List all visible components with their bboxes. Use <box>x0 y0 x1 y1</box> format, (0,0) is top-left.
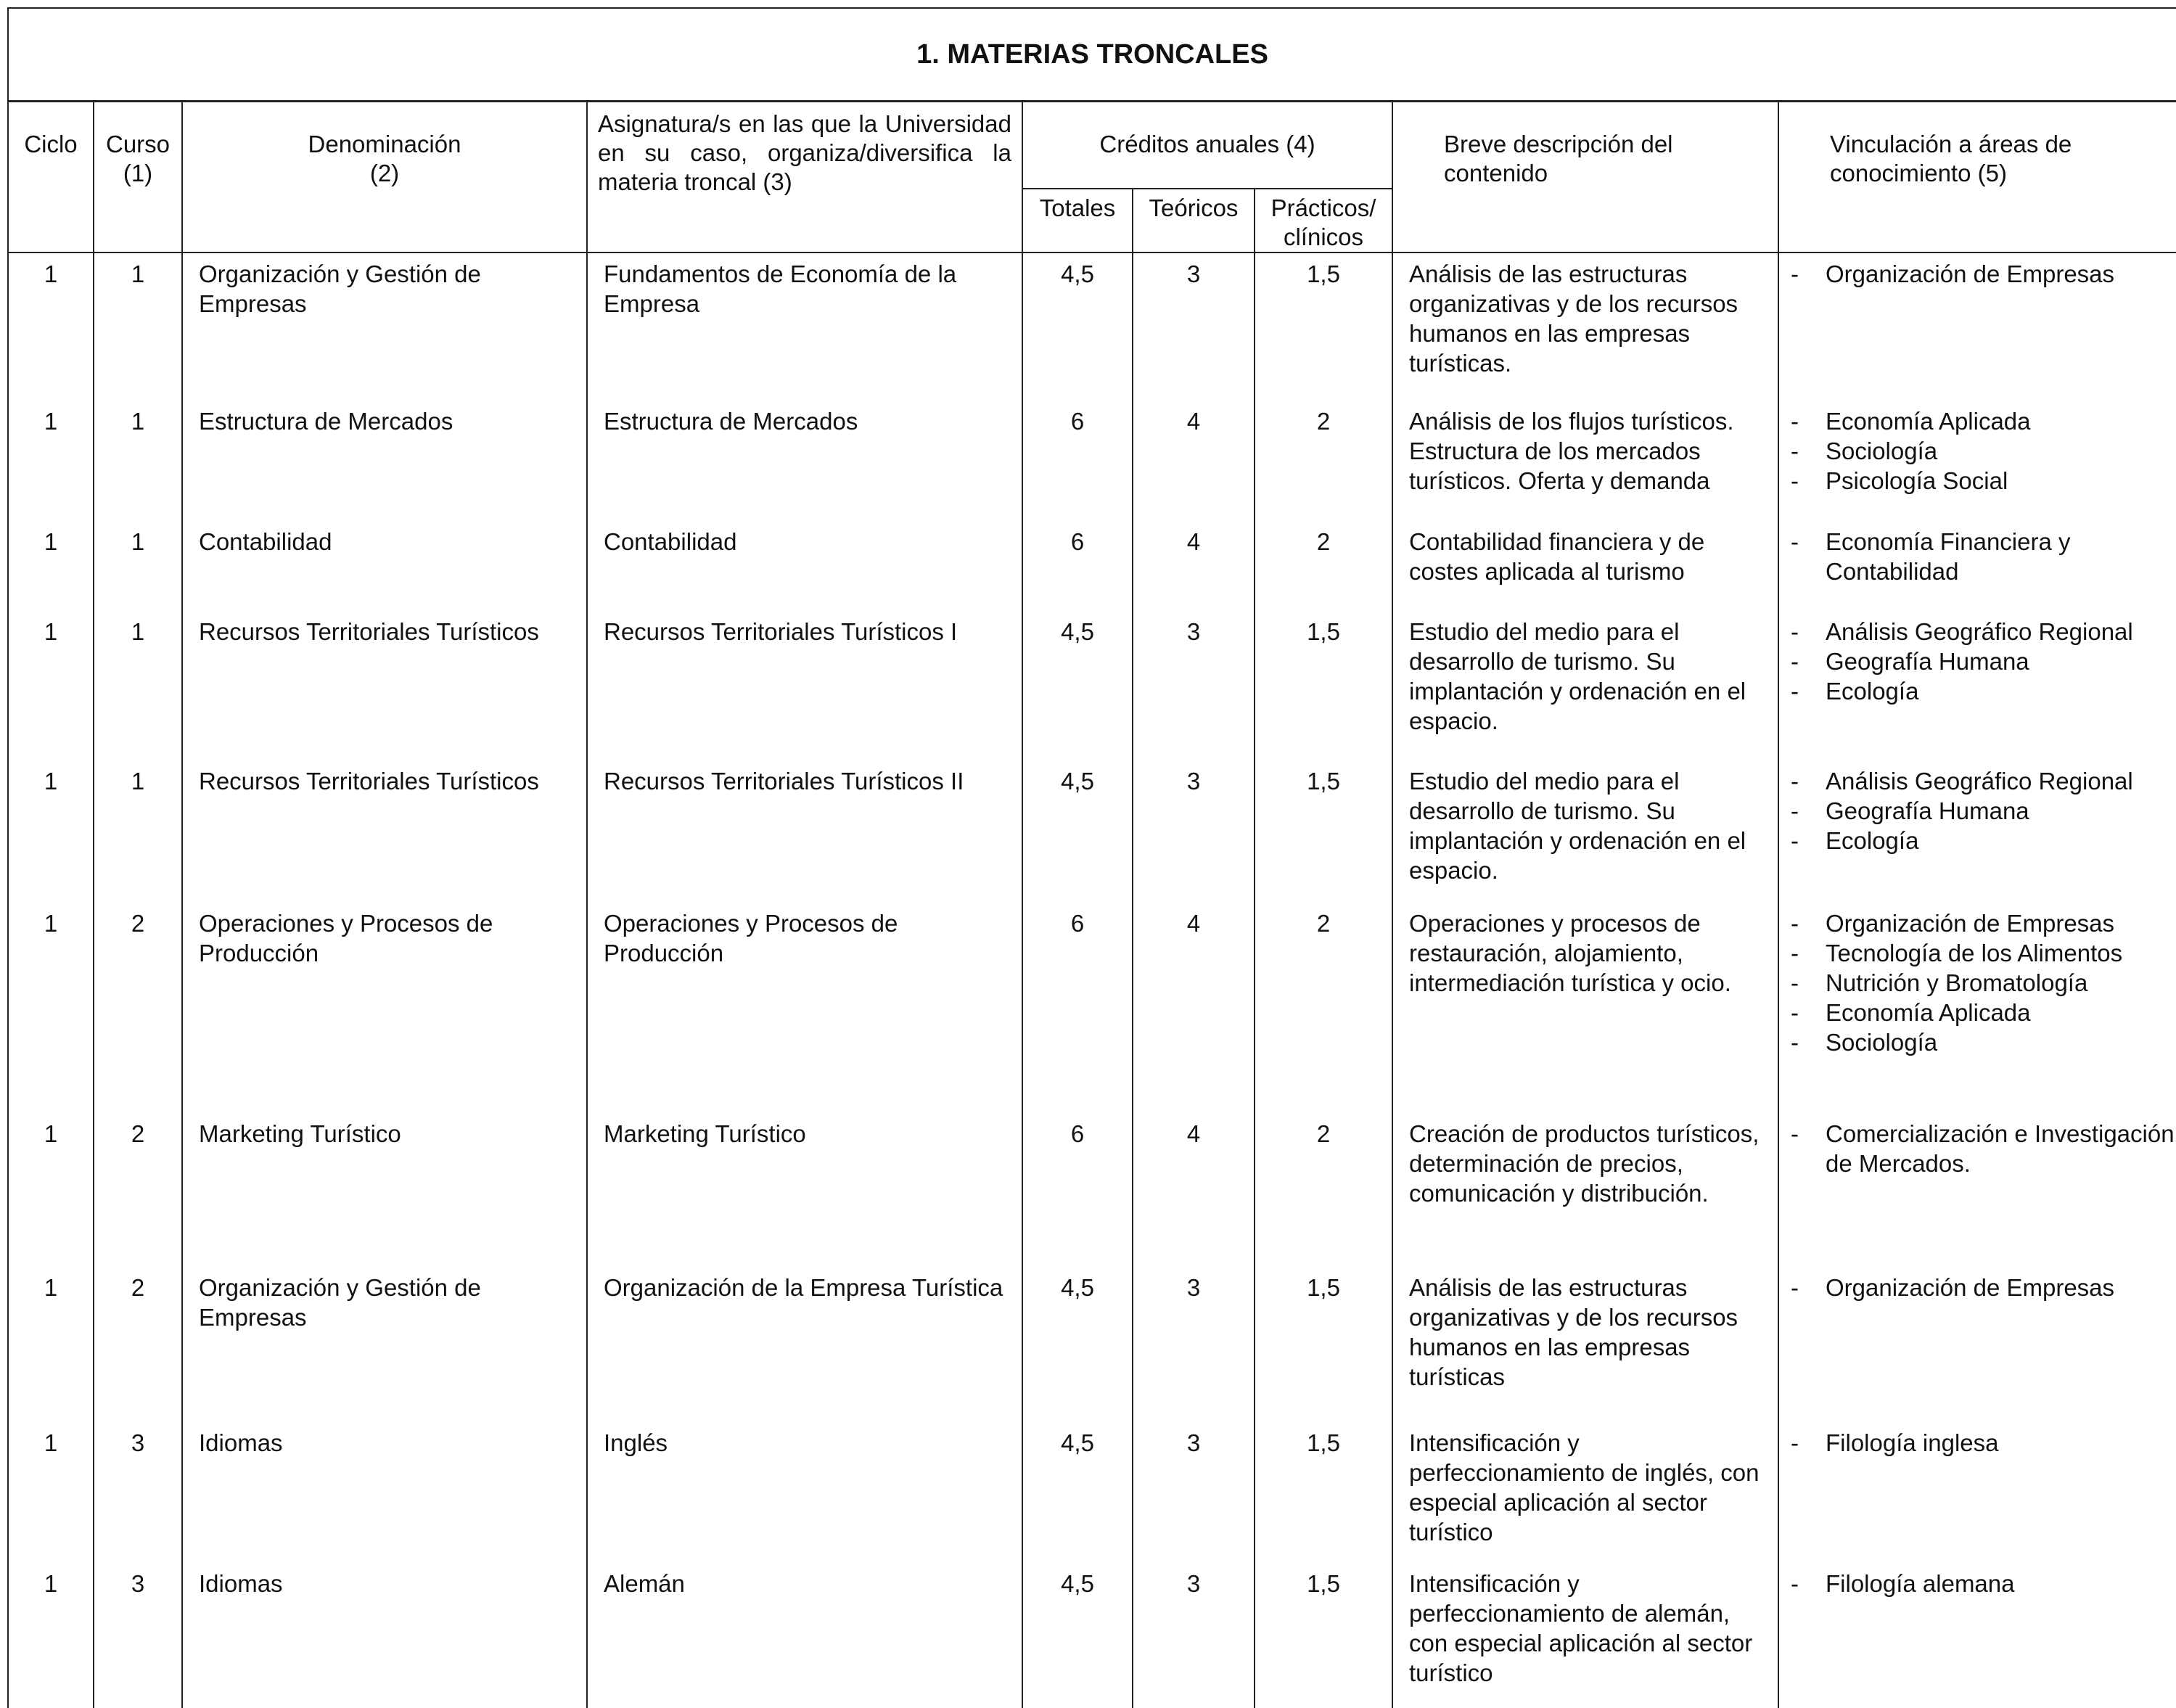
area-item: - Comercialización e Investigación de Mercados. <box>1779 1119 2176 1178</box>
cell-asignatura: Marketing Turístico <box>587 1113 1022 1267</box>
cell-asignatura: Alemán <box>587 1563 1022 1708</box>
cell-ciclo: 1 <box>8 903 94 1113</box>
areas-list <box>1779 1569 2176 1598</box>
areas-list <box>1779 527 2176 586</box>
cell-ciclo: 1 <box>8 760 94 903</box>
cell-areas <box>1778 1113 2176 1267</box>
header-asignatura: Asignatura/s en las que la Universidad en su caso, organiza/diversifica la materia troncal (3) <box>587 102 1022 253</box>
cell-practicos: 2 <box>1255 1113 1392 1267</box>
cell-totales: 6 <box>1022 1113 1133 1267</box>
area-item: - Organización de Empresas <box>1779 908 2176 938</box>
cell-ciclo: 1 <box>8 1563 94 1708</box>
cell-asignatura: Recursos Territoriales Turísticos I <box>587 611 1022 760</box>
cell-practicos: 1,5 <box>1255 1563 1392 1708</box>
cell-ciclo: 1 <box>8 1422 94 1563</box>
cell-descripcion: Estudio del medio para el desarrollo de turismo. Su implantación y ordenación en el espacio. <box>1392 760 1778 903</box>
header-denominacion: Denominación (2) <box>182 102 587 253</box>
cell-asignatura: Organización de la Empresa Turística <box>587 1267 1022 1422</box>
cell-totales: 6 <box>1022 401 1133 521</box>
cell-ciclo: 1 <box>8 252 94 401</box>
cell-denominacion: Contabilidad <box>182 521 587 611</box>
cell-areas <box>1778 903 2176 1113</box>
cell-denominacion: Idiomas <box>182 1422 587 1563</box>
cell-areas <box>1778 1422 2176 1563</box>
cell-teoricos: 4 <box>1133 521 1255 611</box>
area-item: - Geografía Humana <box>1779 796 2176 826</box>
table-row <box>8 1113 2176 1267</box>
cell-teoricos: 3 <box>1133 1267 1255 1422</box>
cell-curso: 1 <box>94 611 182 760</box>
header-curso: Curso (1) <box>94 102 182 253</box>
cell-denominacion: Operaciones y Procesos de Producción <box>182 903 587 1113</box>
cell-asignatura: Inglés <box>587 1422 1022 1563</box>
cell-denominacion: Recursos Territoriales Turísticos <box>182 611 587 760</box>
cell-denominacion: Recursos Territoriales Turísticos <box>182 760 587 903</box>
cell-curso: 1 <box>94 401 182 521</box>
header-ciclo: Ciclo <box>8 102 94 253</box>
area-item: - Economía Aplicada <box>1779 406 2176 436</box>
area-item: - Sociología <box>1779 436 2176 466</box>
cell-denominacion: Marketing Turístico <box>182 1113 587 1267</box>
cell-practicos: 2 <box>1255 903 1392 1113</box>
areas-list <box>1779 1119 2176 1178</box>
cell-descripcion: Intensificación y perfeccionamiento de inglés, con especial aplicación al sector turístico <box>1392 1422 1778 1563</box>
cell-totales: 4,5 <box>1022 1422 1133 1563</box>
cell-practicos: 1,5 <box>1255 1267 1392 1422</box>
cell-asignatura: Estructura de Mercados <box>587 401 1022 521</box>
cell-asignatura: Contabilidad <box>587 521 1022 611</box>
cell-curso: 3 <box>94 1422 182 1563</box>
cell-practicos: 1,5 <box>1255 1422 1392 1563</box>
cell-ciclo: 1 <box>8 1113 94 1267</box>
cell-asignatura: Fundamentos de Economía de la Empresa <box>587 252 1022 401</box>
cell-denominacion: Estructura de Mercados <box>182 401 587 521</box>
cell-areas <box>1778 252 2176 401</box>
cell-practicos: 1,5 <box>1255 760 1392 903</box>
cell-teoricos: 3 <box>1133 760 1255 903</box>
areas-list <box>1779 908 2176 1057</box>
area-item: - Organización de Empresas <box>1779 1273 2176 1302</box>
cell-ciclo: 1 <box>8 611 94 760</box>
cell-ciclo: 1 <box>8 1267 94 1422</box>
area-item: - Tecnología de los Alimentos <box>1779 938 2176 968</box>
cell-curso: 3 <box>94 1563 182 1708</box>
cell-asignatura: Recursos Territoriales Turísticos II <box>587 760 1022 903</box>
cell-totales: 4,5 <box>1022 611 1133 760</box>
cell-descripcion: Operaciones y procesos de restauración, alojamiento, intermediación turística y ocio. <box>1392 903 1778 1113</box>
cell-denominacion: Organización y Gestión de Empresas <box>182 1267 587 1422</box>
cell-descripcion: Contabilidad financiera y de costes aplicada al turismo <box>1392 521 1778 611</box>
cell-practicos: 2 <box>1255 521 1392 611</box>
area-item: - Geografía Humana <box>1779 646 2176 676</box>
areas-list <box>1779 1428 2176 1458</box>
cell-totales: 4,5 <box>1022 252 1133 401</box>
cell-teoricos: 4 <box>1133 1113 1255 1267</box>
cell-curso: 2 <box>94 1113 182 1267</box>
table-row <box>8 1563 2176 1708</box>
cell-curso: 2 <box>94 1267 182 1422</box>
cell-curso: 1 <box>94 760 182 903</box>
cell-descripcion: Estudio del medio para el desarrollo de turismo. Su implantación y ordenación en el espacio. <box>1392 611 1778 760</box>
table-row <box>8 611 2176 760</box>
table-row <box>8 521 2176 611</box>
areas-list <box>1779 259 2176 289</box>
table-title: 1. MATERIAS TRONCALES <box>8 8 2176 102</box>
area-item: - Ecología <box>1779 826 2176 855</box>
cell-practicos: 2 <box>1255 401 1392 521</box>
cell-totales: 4,5 <box>1022 1267 1133 1422</box>
header-practicos: Prácticos/ clínicos <box>1255 189 1392 252</box>
cell-areas <box>1778 760 2176 903</box>
table-row <box>8 760 2176 903</box>
cell-totales: 6 <box>1022 903 1133 1113</box>
cell-areas <box>1778 401 2176 521</box>
cell-denominacion: Organización y Gestión de Empresas <box>182 252 587 401</box>
cell-descripcion: Análisis de los flujos turísticos. Estructura de los mercados turísticos. Oferta y demanda <box>1392 401 1778 521</box>
cell-descripcion: Análisis de las estructuras organizativas y de los recursos humanos en las empresas turísticas <box>1392 1267 1778 1422</box>
cell-ciclo: 1 <box>8 401 94 521</box>
area-item: - Economía Aplicada <box>1779 998 2176 1027</box>
table-row <box>8 252 2176 401</box>
table-row <box>8 401 2176 521</box>
area-item: - Economía Financiera y Contabilidad <box>1779 527 2176 586</box>
cell-totales: 6 <box>1022 521 1133 611</box>
area-item: - Psicología Social <box>1779 466 2176 496</box>
area-item: - Nutrición y Bromatología <box>1779 968 2176 998</box>
cell-areas <box>1778 611 2176 760</box>
table-row <box>8 903 2176 1113</box>
areas-list <box>1779 1273 2176 1302</box>
cell-totales: 4,5 <box>1022 1563 1133 1708</box>
area-item: - Filología inglesa <box>1779 1428 2176 1458</box>
cell-descripcion: Creación de productos turísticos, determinación de precios, comunicación y distribución. <box>1392 1113 1778 1267</box>
area-item: - Análisis Geográfico Regional <box>1779 617 2176 646</box>
cell-practicos: 1,5 <box>1255 252 1392 401</box>
cell-denominacion: Idiomas <box>182 1563 587 1708</box>
table-row <box>8 1267 2176 1422</box>
cell-teoricos: 3 <box>1133 252 1255 401</box>
cell-asignatura: Operaciones y Procesos de Producción <box>587 903 1022 1113</box>
header-totales: Totales <box>1022 189 1133 252</box>
cell-teoricos: 3 <box>1133 1563 1255 1708</box>
header-descripcion: Breve descripción del contenido <box>1392 102 1778 253</box>
cell-teoricos: 4 <box>1133 903 1255 1113</box>
header-teoricos: Teóricos <box>1133 189 1255 252</box>
cell-ciclo: 1 <box>8 521 94 611</box>
cell-teoricos: 4 <box>1133 401 1255 521</box>
areas-list <box>1779 406 2176 496</box>
cell-descripcion: Análisis de las estructuras organizativas y de los recursos humanos en las empresas turísticas. <box>1392 252 1778 401</box>
area-item: - Ecología <box>1779 676 2176 706</box>
cell-areas <box>1778 1563 2176 1708</box>
header-vinculacion: Vinculación a áreas de conocimiento (5) <box>1778 102 2176 253</box>
cell-teoricos: 3 <box>1133 611 1255 760</box>
header-creditos: Créditos anuales (4) <box>1022 102 1392 189</box>
cell-curso: 1 <box>94 252 182 401</box>
cell-areas <box>1778 1267 2176 1422</box>
areas-list <box>1779 617 2176 706</box>
materias-troncales-table <box>7 7 2176 1708</box>
cell-descripcion: Intensificación y perfeccionamiento de alemán, con especial aplicación al sector turístico <box>1392 1563 1778 1708</box>
areas-list <box>1779 766 2176 855</box>
area-item: - Organización de Empresas <box>1779 259 2176 289</box>
cell-curso: 2 <box>94 903 182 1113</box>
cell-teoricos: 3 <box>1133 1422 1255 1563</box>
cell-practicos: 1,5 <box>1255 611 1392 760</box>
cell-areas <box>1778 521 2176 611</box>
cell-curso: 1 <box>94 521 182 611</box>
area-item: - Filología alemana <box>1779 1569 2176 1598</box>
document-page <box>7 7 2176 1708</box>
area-item: - Análisis Geográfico Regional <box>1779 766 2176 796</box>
cell-totales: 4,5 <box>1022 760 1133 903</box>
area-item: - Sociología <box>1779 1027 2176 1057</box>
table-row <box>8 1422 2176 1563</box>
